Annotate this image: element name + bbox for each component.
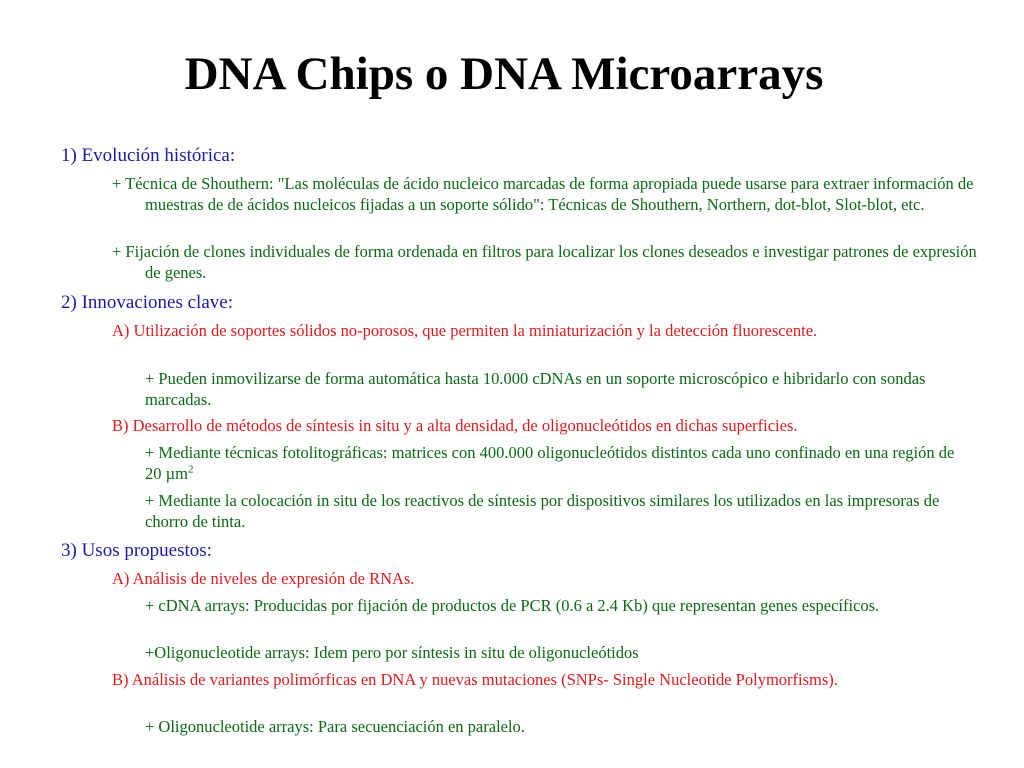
bullet-fijacion-clones: + Fijación de clones individuales de forma ordenada en filtros para localizar los clones deseados e investigar patrones de expresión de genes. <box>112 242 977 282</box>
point-b-sintesis-in-situ: B) Desarrollo de métodos de síntesis in situ y a alta densidad, de oligonucleótidos en dichas superficies. <box>112 416 798 435</box>
section-heading-usos: 3) Usos propuestos: <box>61 540 212 561</box>
bullet-cdna-arrays: + cDNA arrays: Producidas por fijación de productos de PCR (0.6 a 2.4 Kb) que representan genes específicos. <box>145 596 880 615</box>
bullet-fotolitograficas <box>145 442 965 484</box>
squared-superscript: 2 <box>187 463 194 476</box>
section-heading-innovaciones: 2) Innovaciones clave: <box>61 292 233 313</box>
bullet-tecnica-shouthern: + Técnica de Shouthern: "Las moléculas de ácido nucleico marcadas de forma apropiada puede usarse para extraer información de muestras de de ácidos nucleicos fijadas a un soporte sólido": Técnicas de Shouthern, Northern, dot-blot, Slot-blot, etc. <box>112 174 974 214</box>
fotolitograficas-text: + Mediante técnicas fotolitográficas: matrices con 400.000 oligonucleótidos distintos cada uno confinado en una región de 20 µm <box>145 443 955 483</box>
slide-title: DNA Chips o DNA Microarrays <box>184 48 824 100</box>
bullet-inmovilizar-cdnas: + Pueden inmovilizarse de forma automática hasta 10.000 cDNAs en un soporte microscópico e hibridarlo con sondas marcadas. <box>145 369 926 409</box>
bullet-oligonucleotide-arrays-idem: +Oligonucleotide arrays: Idem pero por síntesis in situ de oligonucleótidos <box>145 643 639 662</box>
point-a-soportes-solidos: A) Utilización de soportes sólidos no-porosos, que permiten la miniaturización y la detección fluorescente. <box>112 321 818 340</box>
point-b-variantes-polimorficas: B) Análisis de variantes polimórficas en DNA y nuevas mutaciones (SNPs- Single Nucleotide Polymorfisms). <box>112 670 838 689</box>
section-heading-evolucion: 1) Evolución histórica: <box>61 145 236 166</box>
point-a-expresion-rnas: A) Análisis de niveles de expresión de RNAs. <box>112 569 415 588</box>
bullet-chorro-de-tinta: + Mediante la colocación in situ de los reactivos de síntesis por dispositivos similares los utilizados en las impresoras de chorro de tinta. <box>145 491 940 531</box>
bullet-secuenciacion-paralelo: + Oligonucleotide arrays: Para secuenciación en paralelo. <box>145 717 525 736</box>
